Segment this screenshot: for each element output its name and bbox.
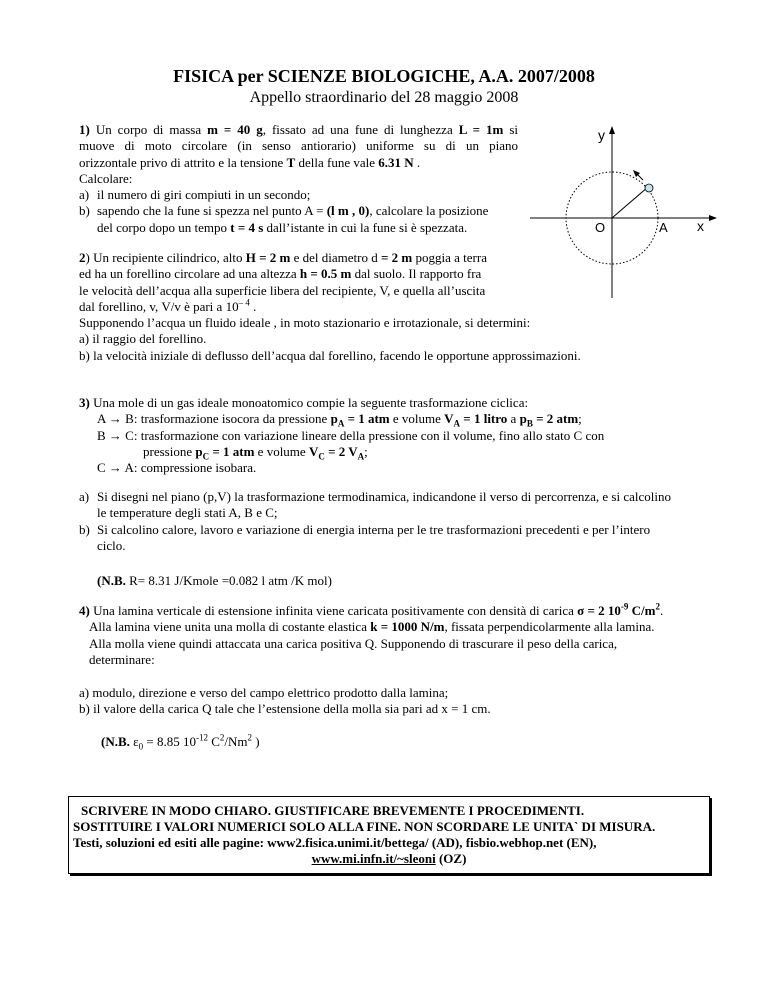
instructions-line-2: SOSTITUIRE I VALORI NUMERICI SOLO ALLA FINE. NON SCORDARE LE UNITA` DI MISURA. (73, 819, 656, 834)
instructions-box (68, 796, 710, 874)
problem-1-line-4: Calcolare: (79, 170, 133, 186)
origin-label: O (595, 220, 606, 235)
problem-3-line-1: 3) Una mole di un gas ideale monoatomico compie la seguente trasformazione ciclica: (79, 395, 529, 410)
problem-4-line-4: determinare: (89, 651, 155, 667)
problem-1-line-1: 1) Un corpo di massa m = 40 g, fissato ad una fune di lunghezza L = 1m si (79, 122, 518, 137)
problem-3-item-a-cont: le temperature degli stati A, B e C; (97, 505, 278, 521)
y-axis-arrow-icon (609, 126, 615, 134)
problem-3-step-bc-cont: pressione $p_C = 1$ atm e volume $V_C = 2$ $V_A$; (143, 443, 368, 462)
problem-2-line-2: ed ha un forellino circolare ad una altezza h = 0.5 m dal suolo. Il rapporto fra (79, 266, 482, 282)
x-axis-arrow-icon (709, 215, 717, 221)
problem-3-item-a: a) Si disegni nel piano (p,V) la trasformazione termodinamica, indicandone il verso di percorrenza, e si calcolino (79, 489, 671, 504)
problem-3-step-ab: A → B: trasformazione isocora da pressione $p_A = 1$ atm e volume $V_A = 1$ litro a $p_B = 2$ atm; (97, 411, 582, 429)
problem-2-line-3: le velocità dell’acqua alla superficie libera del recipiente, V, e quella all’uscita (79, 282, 486, 298)
problem-2 (79, 250, 719, 364)
problem-1-line-2: muove di moto circolare (in senso antiorario) uniforme su di un piano (79, 138, 518, 154)
sleoni-link[interactable]: www.mi.infn.it/~sleoni (311, 851, 436, 866)
problem-2-item-a: a) il raggio del forellino. (79, 331, 207, 347)
mass-point (645, 184, 653, 192)
problem-4-note: (N.B. $\varepsilon_0 = 8.85$ $10^{-12}$ $C^2/Nm^2$ ) (101, 732, 260, 752)
problem-1-item-b: b) sapendo che la fune si spezza nel punto A = (l m , 0), calcolare la posizione (79, 203, 489, 219)
page-title: FISICA per SCIENZE BIOLOGICHE, A.A. 2007/2008 (173, 66, 595, 86)
problem-1-line-3: orizzontale privo di attrito e la tensione T della fune vale 6.31 N . (79, 154, 421, 170)
problem-2-line-4: dal forellino, v, V/v è pari a $10^{- 4}$ . (79, 297, 257, 314)
problem-4 (79, 603, 729, 668)
page-subtitle: Appello straordinario del 28 maggio 2008 (249, 89, 519, 106)
x-axis-label: x (697, 218, 704, 234)
problem-3-item-b: b) Si calcolino calore, lavoro e variazione di energia interna per le tre trasformazioni precedenti e per l’intero (79, 521, 651, 537)
problem-3-item-b-cont: ciclo. (97, 537, 126, 553)
problem-1-item-b-cont: del corpo dopo un tempo t = 4 s dall’istante in cui la fune si è spezzata. (97, 219, 468, 235)
problem-3-questions (79, 489, 719, 554)
problem-4-questions (79, 685, 719, 718)
problem-1 (79, 122, 518, 236)
problem-4-line-2: Alla lamina viene unita una molla di costante elastica k = 1000 N/m, fissata perpendicolarmente alla lamina. (89, 619, 655, 635)
problem-3 (79, 395, 719, 476)
problem-2-item-b: b) la velocità iniziale di deflusso dell’acqua dal forellino, facendo le opportune approssimazioni. (79, 347, 581, 363)
problem-2-line-1: 2) Un recipiente cilindrico, alto H = 2 m e del diametro d = 2 m poggia a terra (79, 250, 487, 265)
problem-3-step-bc: B → C: trasformazione con variazione lineare della pressione con il volume, fino allo stato C con (97, 427, 605, 443)
instructions-line-1: SCRIVERE IN MODO CHIARO. GIUSTIFICARE BREVEMENTE I PROCEDIMENTI. (81, 803, 585, 818)
string-radius (612, 187, 648, 218)
problem-4-item-b: b) il valore della carica Q tale che l’estensione della molla sia pari ad x = 1 cm. (79, 701, 491, 717)
problem-3-note: (N.B. R= 8.31 J/Kmole =0.082 l atm /K mol) (97, 573, 332, 588)
problem-2-line-5: Supponendo l’acqua un fluido ideale , in moto stazionario e irrotazionale, si determini: (79, 315, 531, 331)
point-a-label: A (659, 220, 668, 235)
instructions-line-4: www.mi.infn.it/~sleoni (OZ) (311, 851, 467, 866)
instructions-line-3: Testi, soluzioni ed esiti alle pagine: www2.fisica.unimi.it/bettega/ (AD), fisbio.webhop.net (EN), (73, 835, 597, 850)
problem-4-item-a: a) modulo, direzione e verso del campo elettrico prodotto dalla lamina; (79, 685, 449, 700)
problem-4-line-3: Alla molla viene quindi attaccata una carica positiva Q. Supponendo di trascurare il peso della carica, (89, 635, 618, 651)
y-axis-label: y (598, 127, 605, 143)
problem-1-item-a: a) il numero di giri compiuti in un secondo; (79, 187, 311, 203)
problem-4-line-1: 4) Una lamina verticale di estensione infinita viene caricata positivamente con densità di carica σ = 2 $10^{-9}$ $C/m^2$. (79, 601, 664, 618)
problem-3-step-ca: C → A: compressione isobara. (97, 460, 257, 476)
